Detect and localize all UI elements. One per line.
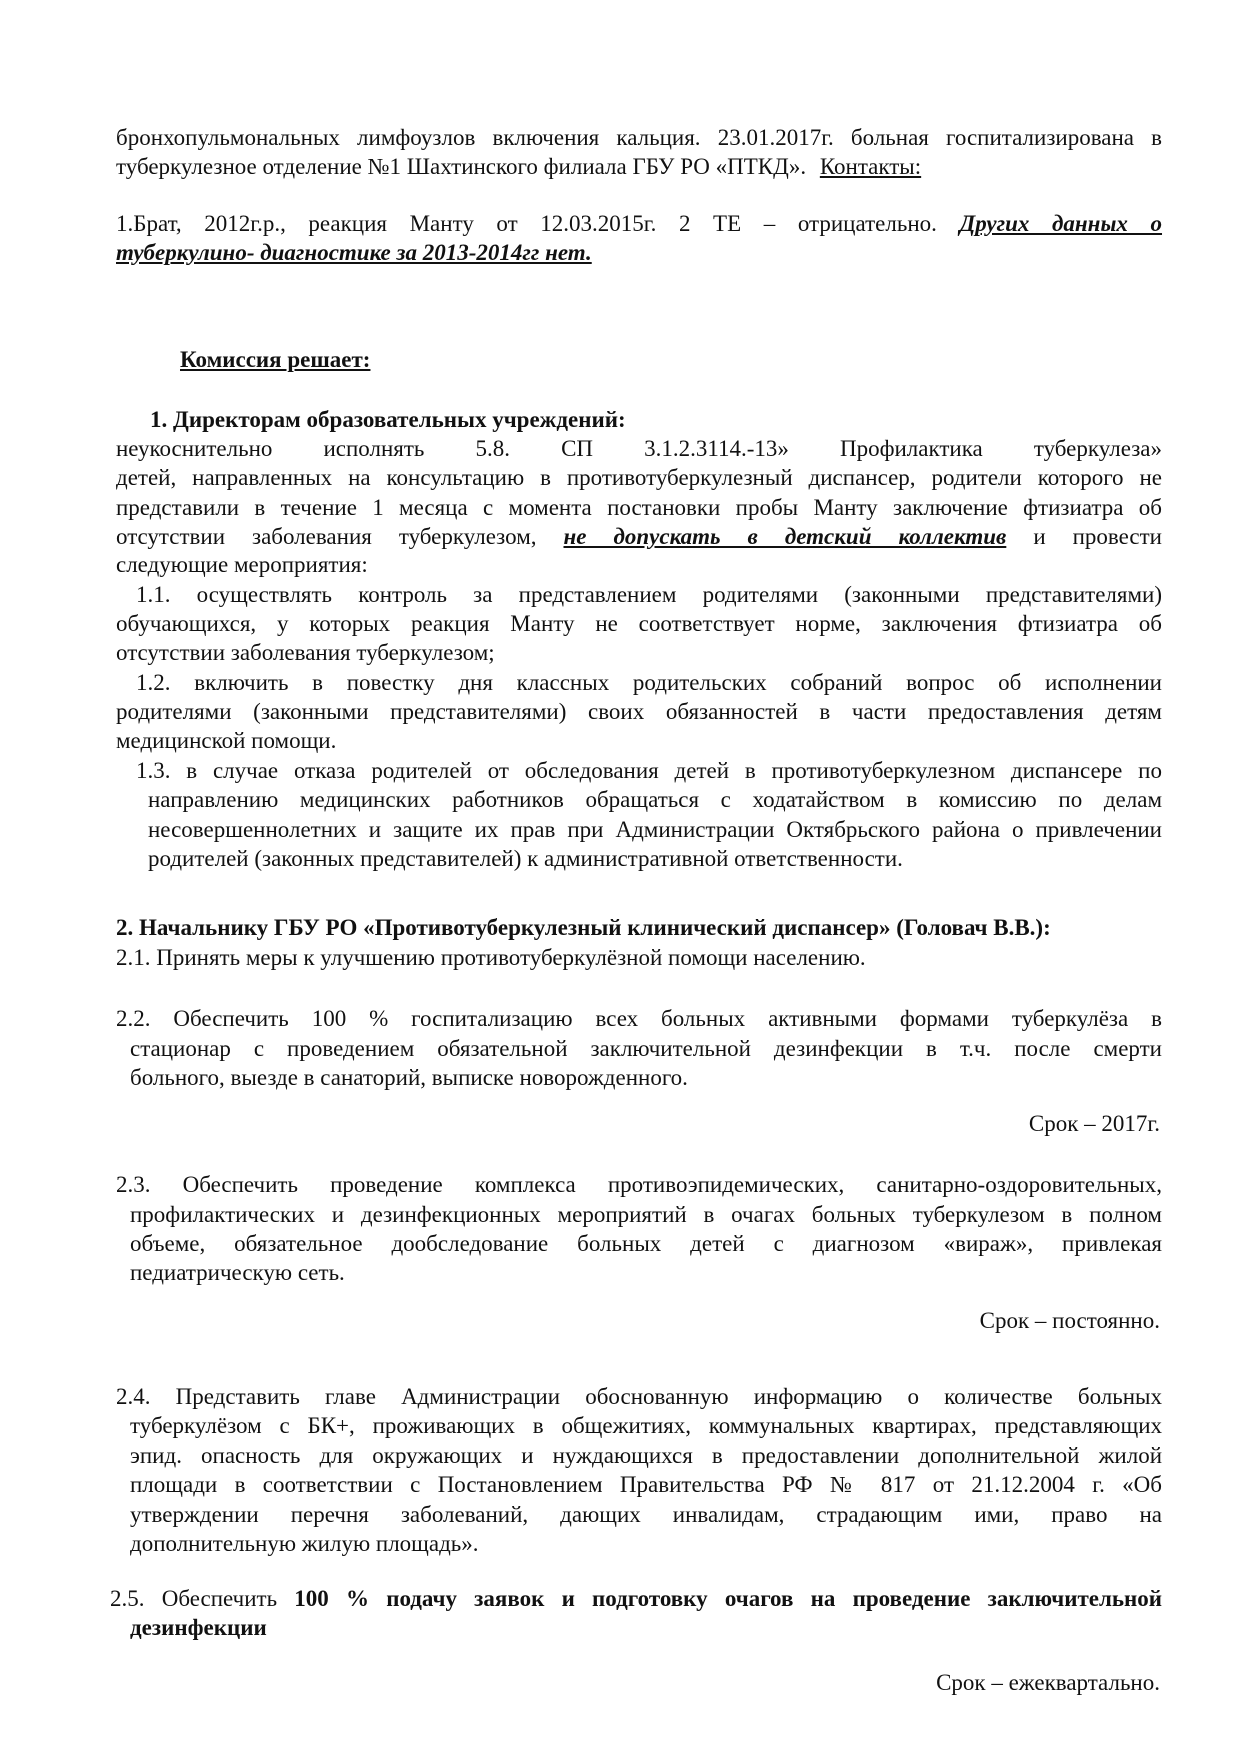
item-1-1-line-3: отсутствии заболевания туберкулезом;	[116, 640, 495, 665]
item-2-4-line-3: эпид. опасность для окружающих и нуждающихся в предоставлении дополнительной жилой	[130, 1443, 1162, 1468]
item-1-3-line-4: родителей (законных представителей) к административной ответственности.	[148, 846, 903, 871]
item-2-4-line-6: дополнительную жилую площадь».	[130, 1531, 479, 1556]
item-2-3-line-2: профилактических и дезинфекционных мероприятий в очагах больных туберкулезом в полном	[130, 1202, 1162, 1227]
item-2-3-line-4: педиатрическую сеть.	[130, 1260, 345, 1285]
item-2-5-line-1-text: 2.5. Обеспечить	[110, 1586, 278, 1611]
item-1-3-line-3: несовершеннолетних и защите их прав при Администрации Октябрьского района о привлечении	[148, 817, 1162, 842]
intro-line-4: туберкулино- диагностике за 2013-2014гг нет.	[116, 240, 592, 265]
item-2-4-line-1: 2.4. Представить главе Администрации обоснованную информацию о количестве больных	[116, 1384, 1162, 1409]
item-1-1-line-2: обучающихся, у которых реакция Манту не соответствует норме, заключения фтизиатра об	[116, 611, 1162, 636]
item-1-3-line-2: направлению медицинских работников обращаться с ходатайством в комиссию по делам	[148, 787, 1162, 812]
section-2-heading: 2. Начальнику ГБУ РО «Противотуберкулезный клинический диспансер» (Головач В.В.):	[116, 915, 1051, 940]
item-2-4-line-5: утверждении перечня заболеваний, дающих инвалидам, страдающим ими, право на	[130, 1502, 1162, 1527]
s1-line-2: детей, направленных на консультацию в противотуберкулезный диспансер, родители которого не	[116, 465, 1162, 490]
item-2-5-line-1	[110, 1584, 1162, 1614]
intro-line-1: бронхопульмональных лимфоузлов включения кальция. 23.01.2017г. больная госпитализирована в	[116, 125, 1162, 150]
item-2-4-line-4: площади в соответствии с Постановлением Правительства РФ № 817 от 21.12.2004 г. «Об	[130, 1472, 1162, 1497]
item-1-2-line-2: родителями (законными представителями) своих обязанностей в части предоставления детям	[116, 699, 1162, 724]
intro-line-2	[116, 152, 921, 182]
s1-line-1: неукоснительно исполнять 5.8. СП 3.1.2.3114.-13» Профилактика туберкулеза»	[116, 436, 1162, 461]
s1-line-3: представили в течение 1 месяца с момента постановки пробы Манту заключение фтизиатра об	[116, 495, 1162, 520]
item-2-4-line-2: туберкулёзом с БК+, проживающих в общежитиях, коммунальных квартирах, представляющих	[130, 1413, 1162, 1438]
s1-line-4	[116, 522, 1162, 552]
section-1-heading: 1. Директорам образовательных учреждений:	[150, 407, 626, 432]
item-1-1-line-1: 1.1. осуществлять контроль за представлением родителями (законными представителями)	[136, 582, 1162, 607]
item-2-1: 2.1. Принять меры к улучшению противотуберкулёзной помощи населению.	[116, 945, 866, 970]
s1-line-4-emphasis: не допускать в детский коллектив	[563, 524, 1007, 549]
item-1-3-line-1: 1.3. в случае отказа родителей от обследования детей в противотуберкулезном диспансере по	[136, 758, 1162, 783]
deadline-2-5: Срок – ежеквартально.	[936, 1670, 1160, 1695]
item-2-2-line-2: стационар с проведением обязательной заключительной дезинфекции в т.ч. после смерти	[130, 1036, 1162, 1061]
intro-line-3-text: 1.Брат, 2012г.р., реакция Манту от 12.03.2015г. 2 ТЕ – отрицательно.	[116, 211, 937, 236]
item-2-2-line-3: больного, выезде в санаторий, выписке новорожденного.	[130, 1065, 688, 1090]
item-1-2-line-3: медицинской помощи.	[116, 728, 337, 753]
s1-line-5: следующие мероприятия:	[116, 552, 368, 577]
item-2-3-line-1: 2.3. Обеспечить проведение комплекса противоэпидемических, санитарно-оздоровительных,	[116, 1172, 1162, 1197]
deadline-2-3: Срок – постоянно.	[979, 1308, 1160, 1333]
s1-line-4-text: отсутствии заболевания туберкулезом,	[116, 524, 537, 549]
item-2-3-line-3: объеме, обязательное дообследование больных детей с диагнозом «вираж», привлекая	[130, 1231, 1162, 1256]
item-2-5-line-2: дезинфекции	[130, 1615, 267, 1640]
item-2-2-line-1: 2.2. Обеспечить 100 % госпитализацию всех больных активными формами туберкулёза в	[116, 1006, 1162, 1031]
deadline-2-2: Срок – 2017г.	[1028, 1111, 1160, 1136]
intro-line-2-text: туберкулезное отделение №1 Шахтинского филиала ГБУ РО «ПТКД».	[116, 154, 807, 179]
commission-heading: Комиссия решает:	[180, 347, 371, 372]
s1-line-4-tail: и провести	[1033, 524, 1162, 549]
intro-line-3	[116, 209, 1162, 239]
intro-line-3-emphasis: Других данных о	[959, 211, 1163, 236]
item-2-5-line-1-emphasis: 100 % подачу заявок и подготовку очагов на проведение заключительной	[294, 1586, 1163, 1611]
contacts-label: Контакты:	[819, 154, 922, 179]
item-1-2-line-1: 1.2. включить в повестку дня классных родительских собраний вопрос об исполнении	[136, 670, 1162, 695]
